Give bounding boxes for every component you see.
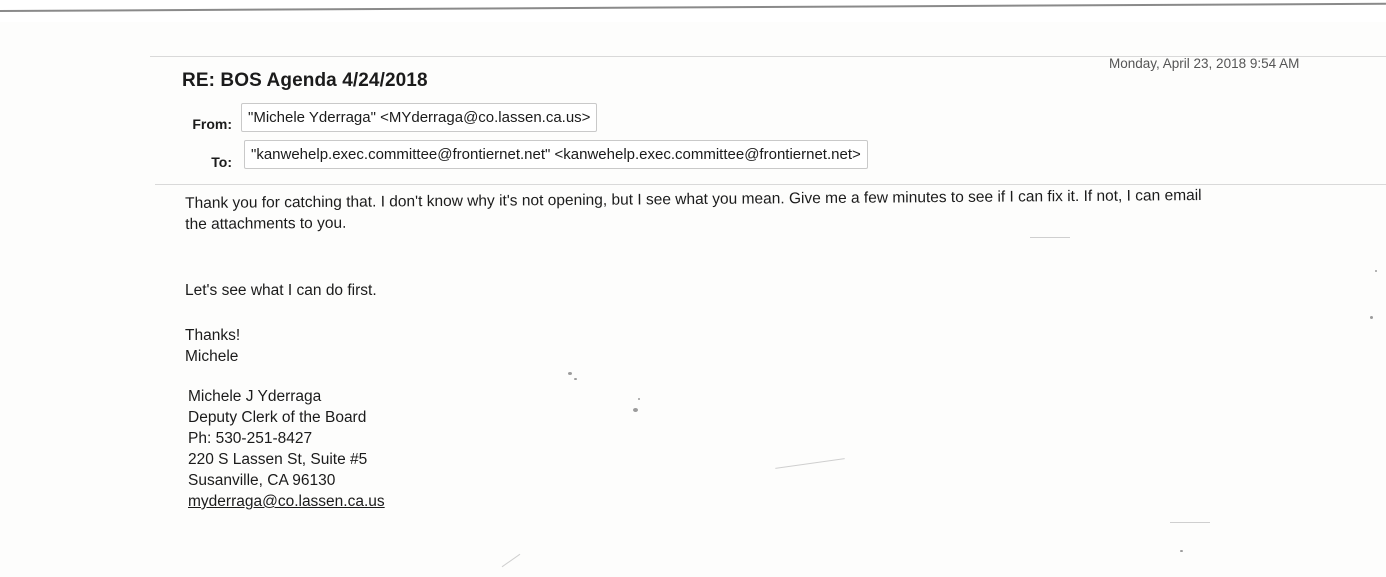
scan-smudge [1030, 237, 1070, 238]
scan-smudge [1170, 522, 1210, 523]
paper-edge-line [0, 3, 1386, 12]
scan-speck [638, 398, 640, 400]
scan-top-edge [0, 0, 1386, 22]
signature-block [188, 386, 385, 512]
signature-address-line-1: 220 S Lassen St, Suite #5 [188, 451, 368, 468]
scan-smudge [502, 554, 521, 567]
body-paragraph-1 [185, 185, 1202, 235]
closing-thanks: Thanks! [185, 327, 241, 344]
email-date: Monday, April 23, 2018 9:54 AM [1109, 56, 1300, 71]
scan-speck [633, 408, 638, 412]
from-address: "Michele Yderraga" <MYderraga@co.lassen.ca.us> [241, 103, 597, 132]
body-line: Let's see what I can do first. [185, 282, 377, 299]
scan-smudge [775, 458, 844, 469]
scan-speck [1370, 316, 1373, 319]
from-label: From: [192, 116, 232, 132]
scan-speck [568, 372, 572, 375]
scan-speck [1375, 270, 1377, 272]
scan-speck [574, 378, 577, 380]
body-paragraph-2 [185, 280, 377, 301]
signature-phone: Ph: 530-251-8427 [188, 430, 313, 447]
to-address: "kanwehelp.exec.committee@frontiernet.net" <kanwehelp.exec.committee@frontiernet.net> [244, 140, 868, 169]
closing [185, 325, 240, 367]
to-label: To: [211, 154, 232, 170]
signature-title: Deputy Clerk of the Board [188, 409, 367, 426]
body-line: the attachments to you. [185, 214, 347, 233]
email-subject: RE: BOS Agenda 4/24/2018 [182, 70, 428, 91]
body-line: Thank you for catching that. I don't know why it's not opening, but I see what you mean. Give me a few minutes to see if I can fix it. If not, I can email [185, 187, 1202, 212]
signature-address-line-2: Susanville, CA 96130 [188, 472, 336, 489]
scan-speck [1180, 550, 1183, 552]
signature-email-link[interactable]: myderraga@co.lassen.ca.us [188, 493, 385, 510]
signature-name: Michele J Yderraga [188, 388, 322, 405]
closing-name: Michele [185, 348, 239, 365]
